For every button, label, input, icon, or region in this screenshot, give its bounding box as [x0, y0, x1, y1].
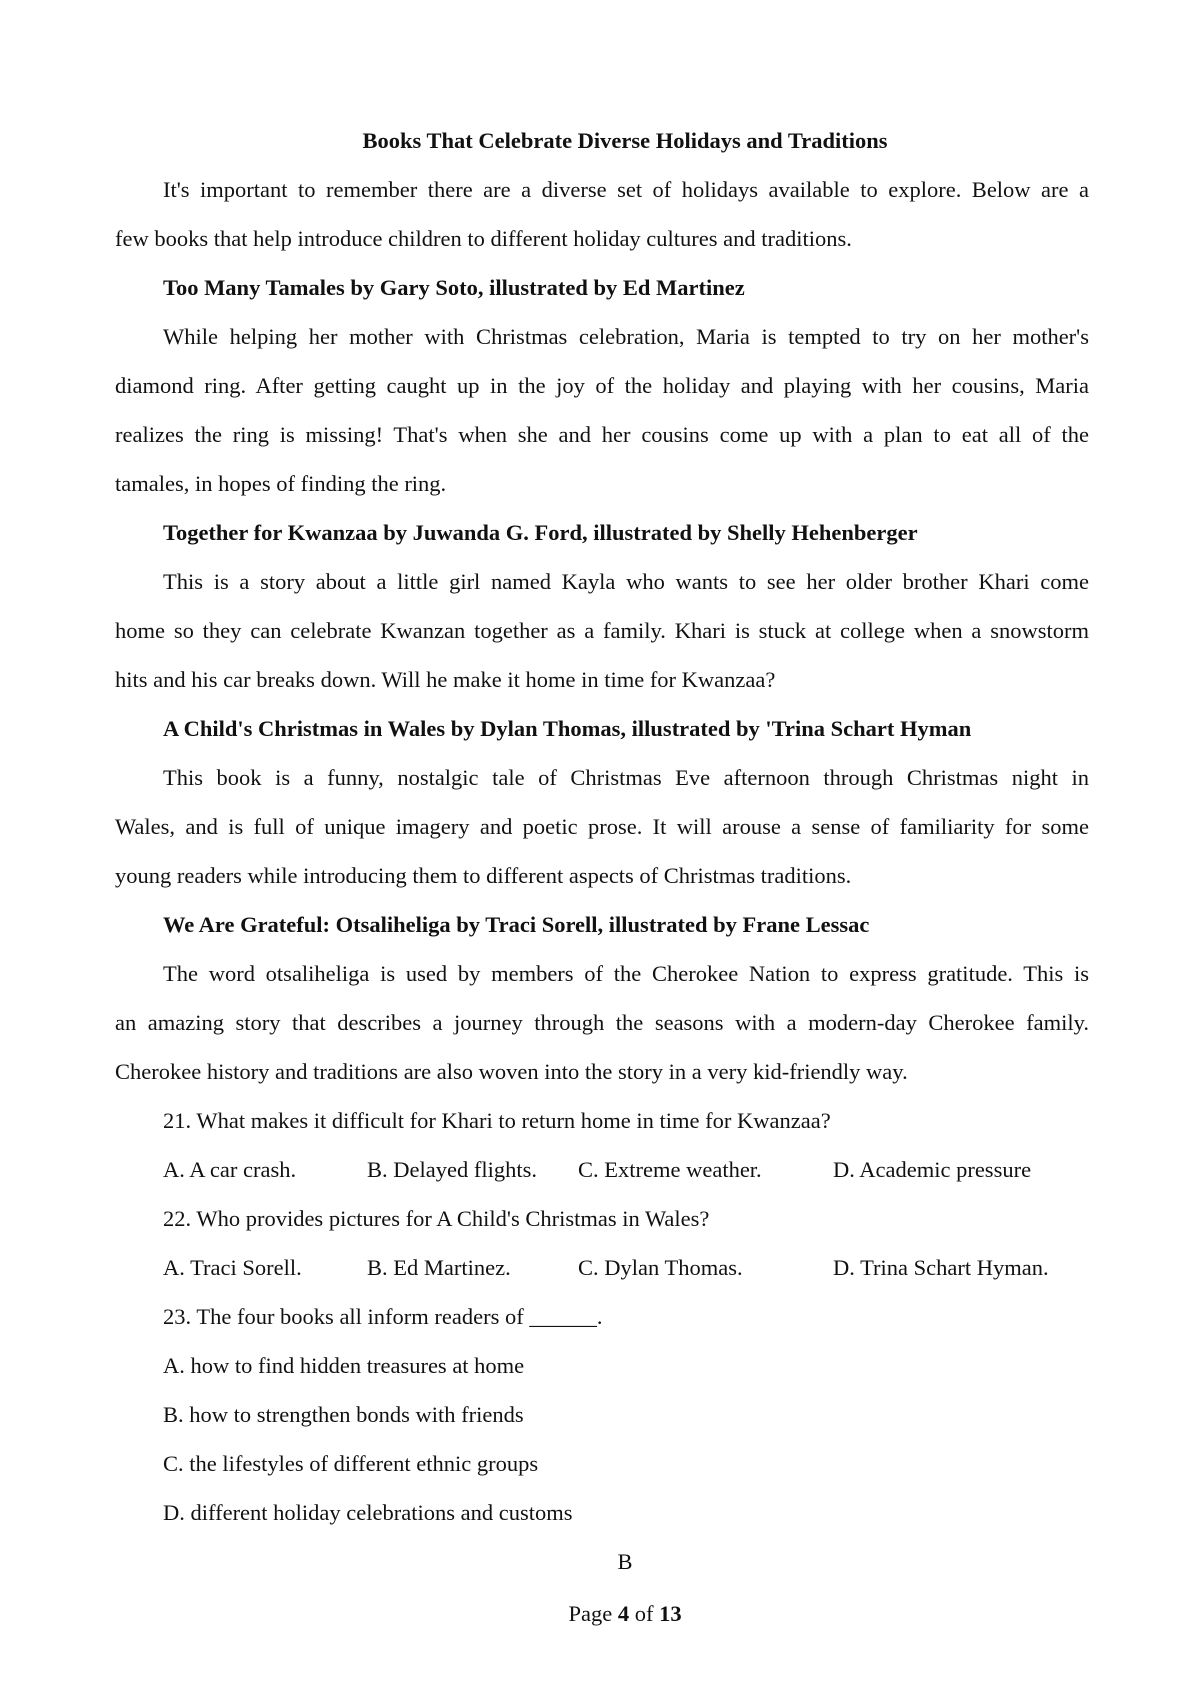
- question-stem: 21. What makes it difficult for Khari to return home in time for Kwanzaa?: [163, 1108, 831, 1133]
- answer-option: B. how to strengthen bonds with friends: [163, 1402, 524, 1427]
- answer-option: C. Dylan Thomas.: [578, 1255, 743, 1280]
- page-total: 13: [659, 1601, 682, 1626]
- book-text-line: This is a story about a little girl named Kayla who wants to see her older brother Khari come: [163, 569, 1089, 594]
- intro-line: It's important to remember there are a diverse set of holidays available to explore. Below are a: [163, 177, 1089, 202]
- book-heading: Too Many Tamales by Gary Soto, illustrated by Ed Martinez: [163, 275, 745, 300]
- book-text-line: The word otsaliheliga is used by members of the Cherokee Nation to express gratitude. This is: [163, 961, 1089, 986]
- section-label: B: [617, 1549, 633, 1574]
- page-number: [0, 1600, 1200, 1628]
- book-text-line: tamales, in hopes of finding the ring.: [115, 471, 447, 496]
- book-text-line: While helping her mother with Christmas celebration, Maria is tempted to try on her mother's: [163, 324, 1089, 349]
- intro-line: few books that help introduce children to different holiday cultures and traditions.: [115, 226, 852, 251]
- book-text-line: This book is a funny, nostalgic tale of Christmas Eve afternoon through Christmas night in: [163, 765, 1089, 790]
- book-heading: We Are Grateful: Otsaliheliga by Traci Sorell, illustrated by Frane Lessac: [163, 912, 870, 937]
- book-text-line: diamond ring. After getting caught up in the joy of the holiday and playing with her cousins, Maria: [115, 373, 1089, 398]
- answer-option: B. Delayed flights.: [367, 1157, 537, 1182]
- answer-option: D. different holiday celebrations and customs: [163, 1500, 573, 1525]
- answer-options: [163, 1254, 1163, 1282]
- page-prefix: Page: [568, 1601, 618, 1626]
- book-text-line: hits and his car breaks down. Will he make it home in time for Kwanzaa?: [115, 667, 776, 692]
- page-current: 4: [617, 1601, 630, 1626]
- page-middle: of: [629, 1601, 660, 1626]
- book-text-line: Wales, and is full of unique imagery and poetic prose. It will arouse a sense of familiarity for some: [115, 814, 1089, 839]
- answer-option: A. how to find hidden treasures at home: [163, 1353, 525, 1378]
- book-text-line: Cherokee history and traditions are also woven into the story in a very kid-friendly way.: [115, 1059, 908, 1084]
- book-text-line: realizes the ring is missing! That's when she and her cousins come up with a plan to eat all of the: [115, 422, 1089, 447]
- answer-option: C. the lifestyles of different ethnic groups: [163, 1451, 539, 1476]
- question-stem: 23. The four books all inform readers of ______.: [163, 1304, 603, 1329]
- answer-options: [163, 1156, 1163, 1184]
- answer-option: D. Trina Schart Hyman.: [833, 1255, 1049, 1280]
- book-text-line: young readers while introducing them to different aspects of Christmas traditions.: [115, 863, 852, 888]
- answer-option: C. Extreme weather.: [578, 1157, 762, 1182]
- passage-title: Books That Celebrate Diverse Holidays and Traditions: [362, 128, 888, 153]
- answer-option: A. Traci Sorell.: [163, 1255, 302, 1280]
- question-stem: 22. Who provides pictures for A Child's Christmas in Wales?: [163, 1206, 710, 1231]
- book-heading: A Child's Christmas in Wales by Dylan Thomas, illustrated by 'Trina Schart Hyman: [163, 716, 972, 741]
- answer-option: D. Academic pressure: [833, 1157, 1032, 1182]
- book-text-line: an amazing story that describes a journey through the seasons with a modern-day Cherokee family.: [115, 1010, 1089, 1035]
- answer-option: B. Ed Martinez.: [367, 1255, 511, 1280]
- book-text-line: home so they can celebrate Kwanzan together as a family. Khari is stuck at college when a snowstorm: [115, 618, 1089, 643]
- book-heading: Together for Kwanzaa by Juwanda G. Ford, illustrated by Shelly Hehenberger: [163, 520, 918, 545]
- answer-option: A. A car crash.: [163, 1157, 297, 1182]
